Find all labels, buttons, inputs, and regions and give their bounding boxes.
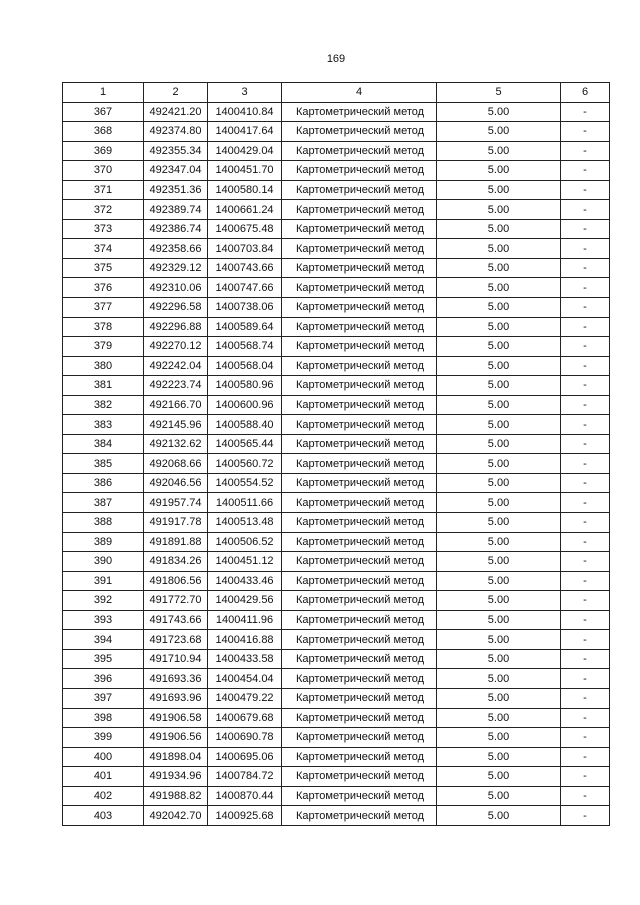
x-coordinate-cell: 491806.56 — [144, 571, 208, 591]
accuracy-cell: 5.00 — [437, 571, 561, 591]
accuracy-cell: 5.00 — [437, 708, 561, 728]
x-coordinate-cell: 492296.88 — [144, 317, 208, 337]
method-cell: Картометрический метод — [282, 806, 437, 826]
accuracy-cell: 5.00 — [437, 532, 561, 552]
x-coordinate-cell: 492329.12 — [144, 258, 208, 278]
x-coordinate-cell: 491693.36 — [144, 669, 208, 689]
note-cell: - — [561, 317, 610, 337]
table-row — [63, 806, 610, 826]
note-cell: - — [561, 513, 610, 533]
x-coordinate-cell: 492358.66 — [144, 239, 208, 259]
x-coordinate-cell: 492296.58 — [144, 298, 208, 318]
method-cell: Картометрический метод — [282, 688, 437, 708]
accuracy-cell: 5.00 — [437, 669, 561, 689]
accuracy-cell: 5.00 — [437, 806, 561, 826]
method-cell: Картометрический метод — [282, 767, 437, 787]
page-number: 169 — [326, 53, 346, 65]
x-coordinate-cell: 492347.04 — [144, 161, 208, 181]
table-row — [63, 786, 610, 806]
point-number-cell: 398 — [63, 708, 144, 728]
accuracy-cell: 5.00 — [437, 767, 561, 787]
accuracy-cell: 5.00 — [437, 688, 561, 708]
method-cell: Картометрический метод — [282, 395, 437, 415]
method-cell: Картометрический метод — [282, 337, 437, 357]
y-coordinate-cell: 1400513.48 — [208, 513, 282, 533]
note-cell: - — [561, 493, 610, 513]
accuracy-cell: 5.00 — [437, 258, 561, 278]
table-row — [63, 552, 610, 572]
method-cell: Картометрический метод — [282, 434, 437, 454]
accuracy-cell: 5.00 — [437, 200, 561, 220]
note-cell: - — [561, 356, 610, 376]
x-coordinate-cell: 492386.74 — [144, 219, 208, 239]
point-number-cell: 368 — [63, 122, 144, 142]
y-coordinate-cell: 1400695.06 — [208, 747, 282, 767]
method-cell: Картометрический метод — [282, 141, 437, 161]
y-coordinate-cell: 1400675.48 — [208, 219, 282, 239]
method-cell: Картометрический метод — [282, 669, 437, 689]
point-number-cell: 378 — [63, 317, 144, 337]
point-number-cell: 390 — [63, 552, 144, 572]
y-coordinate-cell: 1400925.68 — [208, 806, 282, 826]
x-coordinate-cell: 492270.12 — [144, 337, 208, 357]
table-row — [63, 219, 610, 239]
method-cell: Картометрический метод — [282, 415, 437, 435]
point-number-cell: 383 — [63, 415, 144, 435]
accuracy-cell: 5.00 — [437, 337, 561, 357]
table-row — [63, 767, 610, 787]
x-coordinate-cell: 492166.70 — [144, 395, 208, 415]
point-number-cell: 367 — [63, 102, 144, 122]
table-row — [63, 337, 610, 357]
method-cell: Картометрический метод — [282, 356, 437, 376]
method-cell: Картометрический метод — [282, 122, 437, 142]
method-cell: Картометрический метод — [282, 630, 437, 650]
accuracy-cell: 5.00 — [437, 610, 561, 630]
x-coordinate-cell: 492389.74 — [144, 200, 208, 220]
y-coordinate-cell: 1400870.44 — [208, 786, 282, 806]
accuracy-cell: 5.00 — [437, 219, 561, 239]
y-coordinate-cell: 1400588.40 — [208, 415, 282, 435]
point-number-cell: 397 — [63, 688, 144, 708]
column-header: 3 — [208, 83, 282, 103]
method-cell: Картометрический метод — [282, 728, 437, 748]
point-number-cell: 377 — [63, 298, 144, 318]
method-cell: Картометрический метод — [282, 258, 437, 278]
y-coordinate-cell: 1400738.06 — [208, 298, 282, 318]
note-cell: - — [561, 454, 610, 474]
table-row — [63, 298, 610, 318]
accuracy-cell: 5.00 — [437, 376, 561, 396]
table-row — [63, 728, 610, 748]
method-cell: Картометрический метод — [282, 161, 437, 181]
table-row — [63, 591, 610, 611]
x-coordinate-cell: 491898.04 — [144, 747, 208, 767]
point-number-cell: 370 — [63, 161, 144, 181]
x-coordinate-cell: 492355.34 — [144, 141, 208, 161]
x-coordinate-cell: 492421.20 — [144, 102, 208, 122]
accuracy-cell: 5.00 — [437, 630, 561, 650]
method-cell: Картометрический метод — [282, 649, 437, 669]
table-row — [63, 278, 610, 298]
method-cell: Картометрический метод — [282, 180, 437, 200]
table-row — [63, 630, 610, 650]
accuracy-cell: 5.00 — [437, 141, 561, 161]
accuracy-cell: 5.00 — [437, 434, 561, 454]
note-cell: - — [561, 298, 610, 318]
x-coordinate-cell: 492068.66 — [144, 454, 208, 474]
table-row — [63, 649, 610, 669]
table-row — [63, 513, 610, 533]
x-coordinate-cell: 492132.62 — [144, 434, 208, 454]
accuracy-cell: 5.00 — [437, 454, 561, 474]
y-coordinate-cell: 1400417.64 — [208, 122, 282, 142]
accuracy-cell: 5.00 — [437, 356, 561, 376]
point-number-cell: 393 — [63, 610, 144, 630]
point-number-cell: 395 — [63, 649, 144, 669]
table-row — [63, 493, 610, 513]
note-cell: - — [561, 376, 610, 396]
table-body — [63, 102, 610, 825]
column-header: 5 — [437, 83, 561, 103]
note-cell: - — [561, 415, 610, 435]
accuracy-cell: 5.00 — [437, 786, 561, 806]
table-row — [63, 141, 610, 161]
y-coordinate-cell: 1400580.96 — [208, 376, 282, 396]
table-row — [63, 102, 610, 122]
note-cell: - — [561, 728, 610, 748]
y-coordinate-cell: 1400429.04 — [208, 141, 282, 161]
y-coordinate-cell: 1400703.84 — [208, 239, 282, 259]
method-cell: Картометрический метод — [282, 591, 437, 611]
x-coordinate-cell: 492042.70 — [144, 806, 208, 826]
note-cell: - — [561, 200, 610, 220]
y-coordinate-cell: 1400568.74 — [208, 337, 282, 357]
note-cell: - — [561, 747, 610, 767]
note-cell: - — [561, 161, 610, 181]
point-number-cell: 396 — [63, 669, 144, 689]
point-number-cell: 379 — [63, 337, 144, 357]
method-cell: Картометрический метод — [282, 219, 437, 239]
method-cell: Картометрический метод — [282, 278, 437, 298]
x-coordinate-cell: 491723.68 — [144, 630, 208, 650]
note-cell: - — [561, 669, 610, 689]
point-number-cell: 382 — [63, 395, 144, 415]
accuracy-cell: 5.00 — [437, 649, 561, 669]
method-cell: Картометрический метод — [282, 239, 437, 259]
table-row — [63, 669, 610, 689]
column-header: 6 — [561, 83, 610, 103]
point-number-cell: 402 — [63, 786, 144, 806]
method-cell: Картометрический метод — [282, 571, 437, 591]
y-coordinate-cell: 1400506.52 — [208, 532, 282, 552]
accuracy-cell: 5.00 — [437, 278, 561, 298]
method-cell: Картометрический метод — [282, 747, 437, 767]
table-row — [63, 239, 610, 259]
point-number-cell: 403 — [63, 806, 144, 826]
point-number-cell: 381 — [63, 376, 144, 396]
accuracy-cell: 5.00 — [437, 473, 561, 493]
y-coordinate-cell: 1400568.04 — [208, 356, 282, 376]
note-cell: - — [561, 337, 610, 357]
table-row — [63, 747, 610, 767]
accuracy-cell: 5.00 — [437, 102, 561, 122]
note-cell: - — [561, 219, 610, 239]
point-number-cell: 387 — [63, 493, 144, 513]
x-coordinate-cell: 491988.82 — [144, 786, 208, 806]
y-coordinate-cell: 1400554.52 — [208, 473, 282, 493]
accuracy-cell: 5.00 — [437, 747, 561, 767]
y-coordinate-cell: 1400560.72 — [208, 454, 282, 474]
method-cell: Картометрический метод — [282, 786, 437, 806]
accuracy-cell: 5.00 — [437, 180, 561, 200]
y-coordinate-cell: 1400565.44 — [208, 434, 282, 454]
table-row — [63, 395, 610, 415]
point-number-cell: 372 — [63, 200, 144, 220]
y-coordinate-cell: 1400411.96 — [208, 610, 282, 630]
note-cell: - — [561, 141, 610, 161]
accuracy-cell: 5.00 — [437, 317, 561, 337]
method-cell: Картометрический метод — [282, 298, 437, 318]
x-coordinate-cell: 491917.78 — [144, 513, 208, 533]
accuracy-cell: 5.00 — [437, 728, 561, 748]
method-cell: Картометрический метод — [282, 317, 437, 337]
note-cell: - — [561, 239, 610, 259]
x-coordinate-cell: 491934.96 — [144, 767, 208, 787]
table-row — [63, 258, 610, 278]
note-cell: - — [561, 395, 610, 415]
table-row — [63, 688, 610, 708]
x-coordinate-cell: 491693.96 — [144, 688, 208, 708]
point-number-cell: 389 — [63, 532, 144, 552]
y-coordinate-cell: 1400784.72 — [208, 767, 282, 787]
note-cell: - — [561, 473, 610, 493]
x-coordinate-cell: 492351.36 — [144, 180, 208, 200]
point-number-cell: 392 — [63, 591, 144, 611]
y-coordinate-cell: 1400433.46 — [208, 571, 282, 591]
accuracy-cell: 5.00 — [437, 395, 561, 415]
x-coordinate-cell: 492310.06 — [144, 278, 208, 298]
method-cell: Картометрический метод — [282, 708, 437, 728]
table-row — [63, 532, 610, 552]
x-coordinate-cell: 491743.66 — [144, 610, 208, 630]
point-number-cell: 391 — [63, 571, 144, 591]
accuracy-cell: 5.00 — [437, 513, 561, 533]
point-number-cell: 384 — [63, 434, 144, 454]
table-row — [63, 376, 610, 396]
accuracy-cell: 5.00 — [437, 552, 561, 572]
point-number-cell: 373 — [63, 219, 144, 239]
y-coordinate-cell: 1400479.22 — [208, 688, 282, 708]
y-coordinate-cell: 1400679.68 — [208, 708, 282, 728]
y-coordinate-cell: 1400747.66 — [208, 278, 282, 298]
x-coordinate-cell: 491834.26 — [144, 552, 208, 572]
y-coordinate-cell: 1400454.04 — [208, 669, 282, 689]
coordinates-table — [62, 82, 610, 826]
accuracy-cell: 5.00 — [437, 493, 561, 513]
table-row — [63, 415, 610, 435]
x-coordinate-cell: 492374.80 — [144, 122, 208, 142]
point-number-cell: 394 — [63, 630, 144, 650]
y-coordinate-cell: 1400743.66 — [208, 258, 282, 278]
y-coordinate-cell: 1400433.58 — [208, 649, 282, 669]
method-cell: Картометрический метод — [282, 473, 437, 493]
note-cell: - — [561, 767, 610, 787]
table-header-row — [63, 83, 610, 103]
table-row — [63, 571, 610, 591]
note-cell: - — [561, 532, 610, 552]
table-row — [63, 473, 610, 493]
point-number-cell: 400 — [63, 747, 144, 767]
x-coordinate-cell: 491906.58 — [144, 708, 208, 728]
note-cell: - — [561, 552, 610, 572]
note-cell: - — [561, 786, 610, 806]
table-row — [63, 180, 610, 200]
accuracy-cell: 5.00 — [437, 161, 561, 181]
method-cell: Картометрический метод — [282, 610, 437, 630]
note-cell: - — [561, 708, 610, 728]
method-cell: Картометрический метод — [282, 102, 437, 122]
point-number-cell: 374 — [63, 239, 144, 259]
point-number-cell: 375 — [63, 258, 144, 278]
accuracy-cell: 5.00 — [437, 298, 561, 318]
note-cell: - — [561, 806, 610, 826]
x-coordinate-cell: 492145.96 — [144, 415, 208, 435]
accuracy-cell: 5.00 — [437, 122, 561, 142]
method-cell: Картометрический метод — [282, 200, 437, 220]
x-coordinate-cell: 491957.74 — [144, 493, 208, 513]
x-coordinate-cell: 491891.88 — [144, 532, 208, 552]
x-coordinate-cell: 491906.56 — [144, 728, 208, 748]
point-number-cell: 388 — [63, 513, 144, 533]
y-coordinate-cell: 1400410.84 — [208, 102, 282, 122]
note-cell: - — [561, 102, 610, 122]
table-row — [63, 610, 610, 630]
x-coordinate-cell: 491710.94 — [144, 649, 208, 669]
table-row — [63, 708, 610, 728]
note-cell: - — [561, 258, 610, 278]
y-coordinate-cell: 1400589.64 — [208, 317, 282, 337]
y-coordinate-cell: 1400451.70 — [208, 161, 282, 181]
y-coordinate-cell: 1400511.66 — [208, 493, 282, 513]
point-number-cell: 385 — [63, 454, 144, 474]
point-number-cell: 369 — [63, 141, 144, 161]
accuracy-cell: 5.00 — [437, 239, 561, 259]
note-cell: - — [561, 434, 610, 454]
x-coordinate-cell: 492242.04 — [144, 356, 208, 376]
y-coordinate-cell: 1400580.14 — [208, 180, 282, 200]
point-number-cell: 401 — [63, 767, 144, 787]
y-coordinate-cell: 1400690.78 — [208, 728, 282, 748]
point-number-cell: 386 — [63, 473, 144, 493]
x-coordinate-cell: 491772.70 — [144, 591, 208, 611]
method-cell: Картометрический метод — [282, 493, 437, 513]
y-coordinate-cell: 1400661.24 — [208, 200, 282, 220]
point-number-cell: 376 — [63, 278, 144, 298]
note-cell: - — [561, 278, 610, 298]
note-cell: - — [561, 571, 610, 591]
table-row — [63, 317, 610, 337]
note-cell: - — [561, 688, 610, 708]
table-row — [63, 122, 610, 142]
table-row — [63, 200, 610, 220]
method-cell: Картометрический метод — [282, 454, 437, 474]
table-row — [63, 356, 610, 376]
column-header: 1 — [63, 83, 144, 103]
point-number-cell: 371 — [63, 180, 144, 200]
y-coordinate-cell: 1400429.56 — [208, 591, 282, 611]
x-coordinate-cell: 492046.56 — [144, 473, 208, 493]
method-cell: Картометрический метод — [282, 513, 437, 533]
note-cell: - — [561, 649, 610, 669]
accuracy-cell: 5.00 — [437, 591, 561, 611]
note-cell: - — [561, 122, 610, 142]
point-number-cell: 399 — [63, 728, 144, 748]
note-cell: - — [561, 630, 610, 650]
column-header: 4 — [282, 83, 437, 103]
note-cell: - — [561, 610, 610, 630]
note-cell: - — [561, 180, 610, 200]
accuracy-cell: 5.00 — [437, 415, 561, 435]
table-row — [63, 454, 610, 474]
y-coordinate-cell: 1400416.88 — [208, 630, 282, 650]
point-number-cell: 380 — [63, 356, 144, 376]
y-coordinate-cell: 1400600.96 — [208, 395, 282, 415]
method-cell: Картометрический метод — [282, 532, 437, 552]
table-row — [63, 161, 610, 181]
note-cell: - — [561, 591, 610, 611]
method-cell: Картометрический метод — [282, 552, 437, 572]
column-header: 2 — [144, 83, 208, 103]
y-coordinate-cell: 1400451.12 — [208, 552, 282, 572]
x-coordinate-cell: 492223.74 — [144, 376, 208, 396]
table-row — [63, 434, 610, 454]
method-cell: Картометрический метод — [282, 376, 437, 396]
